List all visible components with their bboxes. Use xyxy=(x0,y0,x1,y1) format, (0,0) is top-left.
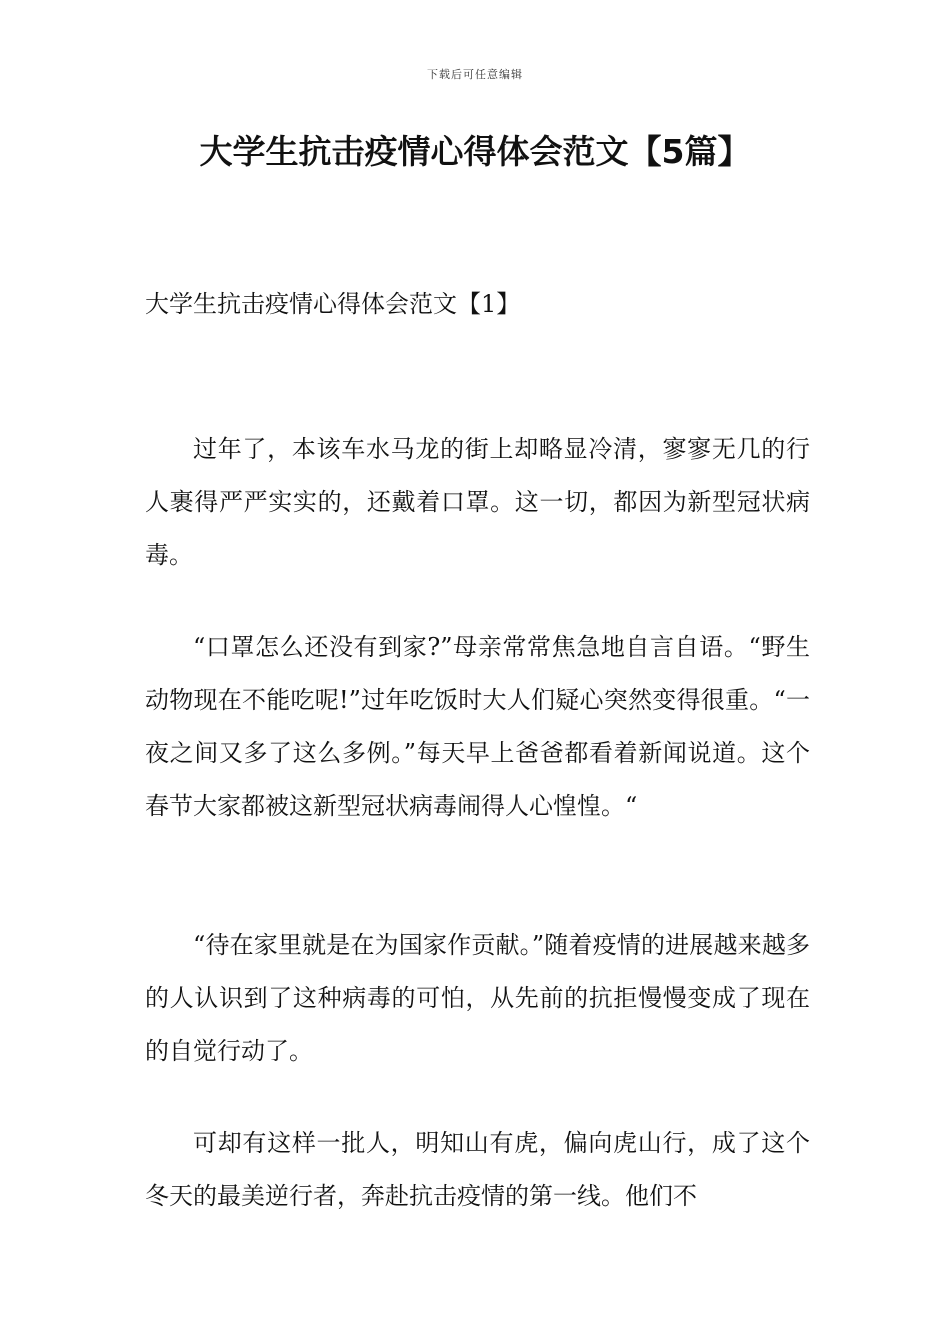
paragraph: 过年了，本该车水马龙的街上却略显冷清，寥寥无几的行人裹得严严实实的，还戴着口罩。这一切，都因为新型冠状病毒。 xyxy=(145,435,810,569)
paragraph: 可却有这样一批人，明知山有虎，偏向虎山行，成了这个冬天的最美逆行者，奔赴抗击疫情的第一线。他们不 xyxy=(145,1129,810,1210)
paragraph: “口罩怎么还没有到家?”母亲常常焦急地自言自语。“野生动物现在不能吃呢!”过年吃饭时大人们疑心突然变得很重。“一夜之间又多了这么多例。”每天早上爸爸都看着新闻说道。这个春节大家都被这新型冠状病毒闹得人心惶惶。“ xyxy=(145,633,810,820)
page-header-note: 下载后可任意编辑 xyxy=(427,68,523,81)
document-title: 大学生抗击疫情心得体会范文【5篇】 xyxy=(199,132,751,171)
section-title: 大学生抗击疫情心得体会范文【1】 xyxy=(145,290,521,318)
paragraph: “待在家里就是在为国家作贡献。”随着疫情的进展越来越多的人认识到了这种病毒的可怕，从先前的抗拒慢慢变成了现在的自觉行动了。 xyxy=(145,931,810,1065)
